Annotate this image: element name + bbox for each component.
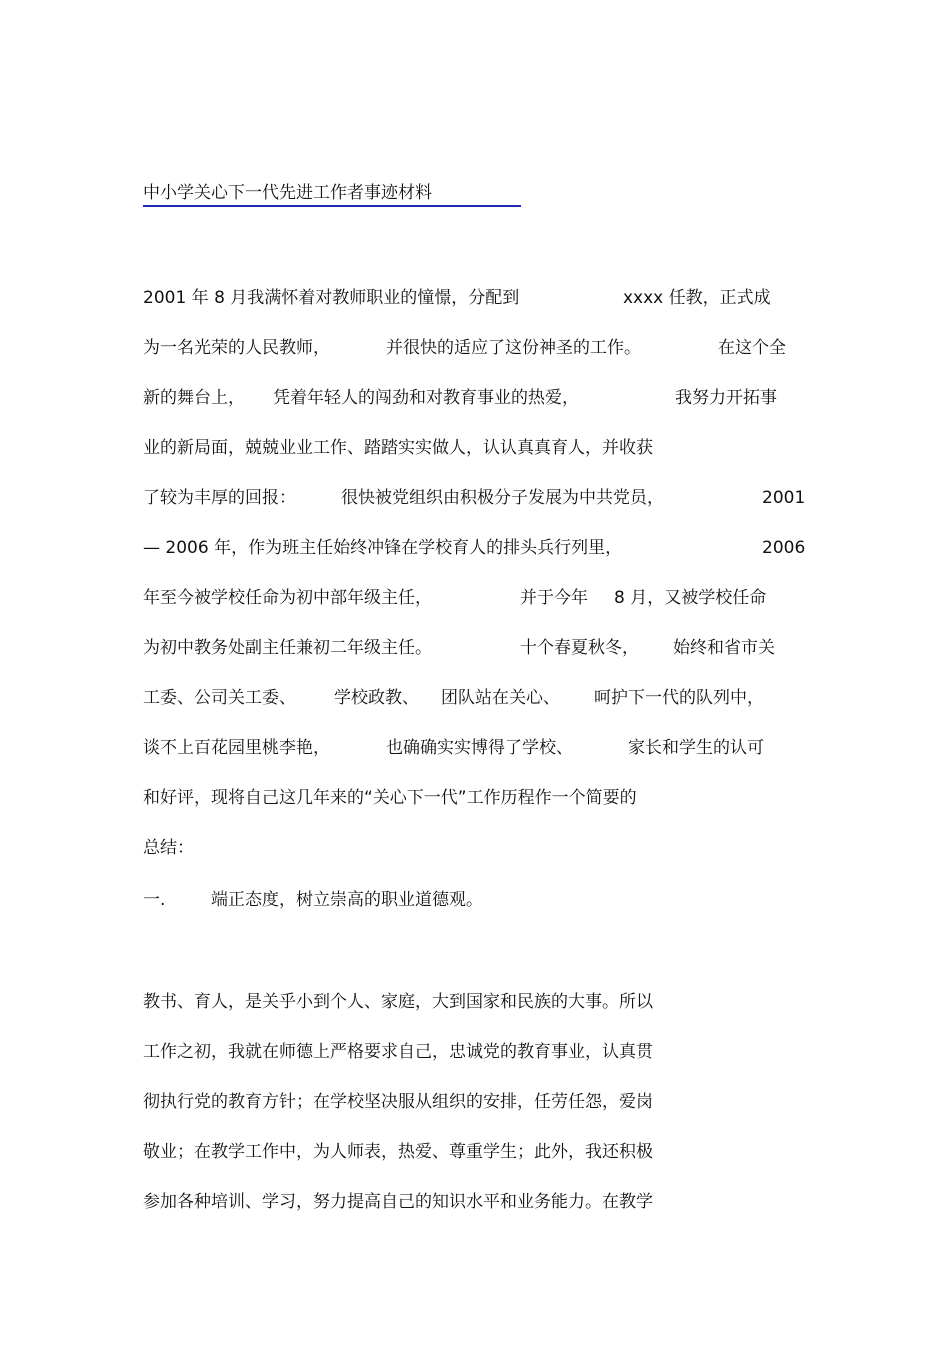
text-segment: 2006: [762, 538, 806, 558]
text-segment: 呵护下一代的队列中，: [594, 688, 764, 708]
paragraph2-line-2: [143, 1038, 808, 1066]
paragraph1-line-2: [143, 334, 808, 362]
paragraph2-line-4: [143, 1138, 808, 1166]
text-segment: 2001: [762, 488, 806, 508]
text-segment: 为一名光荣的人民教师，: [143, 338, 330, 358]
text-segment: 彻执行党的教育方针；在学校坚决服从组织的安排，任劳任怨，爱岗: [143, 1092, 653, 1112]
text-segment: 业的新局面，兢兢业业工作、踏踏实实做人，认认真真育人，并收获: [143, 438, 653, 458]
text-segment: 也确确实实博得了学校、: [386, 738, 573, 758]
text-segment: 为初中教务处副主任兼初二年级主任。: [143, 638, 432, 658]
text-segment: 谈不上百花园里桃李艳，: [143, 738, 330, 758]
text-segment: 敬业；在教学工作中，为人师表，热爱、尊重学生；此外，我还积极: [143, 1142, 653, 1162]
paragraph1-line-8: [143, 634, 808, 662]
text-segment: 2001 年 8 月我满怀着对教师职业的憧憬，分配到: [143, 288, 520, 308]
paragraph2-line-5: [143, 1188, 808, 1216]
text-segment: 十个春夏秋冬，: [520, 638, 639, 658]
section-number: 一.: [143, 890, 166, 910]
text-segment: 工委、公司关工委、: [143, 688, 296, 708]
text-segment: 8 月，又被学校任命: [614, 588, 767, 608]
paragraph1-line-6: [143, 534, 808, 562]
text-segment: 我努力开拓事: [675, 388, 777, 408]
paragraph2-line-3: [143, 1088, 808, 1116]
paragraph2-line-1: [143, 988, 808, 1016]
paragraph1-line-5: [143, 484, 808, 512]
paragraph1-line-1: [143, 284, 808, 312]
text-segment: — 2006 年，作为班主任始终冲锋在学校育人的排头兵行列里，: [143, 538, 623, 558]
text-segment: 总结：: [143, 838, 194, 858]
document-title: 中小学关心下一代先进工作者事迹材料: [143, 183, 432, 203]
text-segment: 教书、育人，是关乎小到个人、家庭，大到国家和民族的大事。所以: [143, 992, 653, 1012]
paragraph1-line-9: [143, 684, 808, 712]
section-heading-text: 端正态度，树立崇高的职业道德观。: [211, 890, 483, 910]
paragraph1-line-11: [143, 784, 808, 812]
text-segment: 凭着年轻人的闯劲和对教育事业的热爱，: [273, 388, 579, 408]
text-segment: 并很快的适应了这份神圣的工作。: [386, 338, 641, 358]
text-segment: 工作之初，我就在师德上严格要求自己，忠诚党的教育事业，认真贯: [143, 1042, 653, 1062]
paragraph1-line-4: [143, 434, 808, 462]
title-block: [143, 180, 521, 208]
text-segment: 年至今被学校任命为初中部年级主任，: [143, 588, 432, 608]
text-segment: 并于今年: [520, 588, 588, 608]
text-segment: 和好评，现将自己这几年来的“关心下一代”工作历程作一个简要的: [143, 788, 637, 808]
text-segment: 学校政教、: [334, 688, 419, 708]
text-segment: 在这个全: [718, 338, 786, 358]
paragraph1-line-12: [143, 834, 808, 862]
text-segment: 家长和学生的认可: [628, 738, 764, 758]
paragraph1-line-10: [143, 734, 808, 762]
text-segment: 很快被党组织由积极分子发展为中共党员，: [341, 488, 664, 508]
title-underline: [143, 205, 521, 207]
paragraph1-line-3: [143, 384, 808, 412]
section-heading-1: [143, 886, 808, 914]
text-segment: 团队站在关心、: [441, 688, 560, 708]
text-segment: 了较为丰厚的回报：: [143, 488, 296, 508]
paragraph1-line-7: [143, 584, 808, 612]
text-segment: xxxx 任教，正式成: [623, 288, 771, 308]
text-segment: 始终和省市关: [673, 638, 775, 658]
text-segment: 参加各种培训、学习，努力提高自己的知识水平和业务能力。在教学: [143, 1192, 653, 1212]
text-segment: 新的舞台上，: [143, 388, 245, 408]
